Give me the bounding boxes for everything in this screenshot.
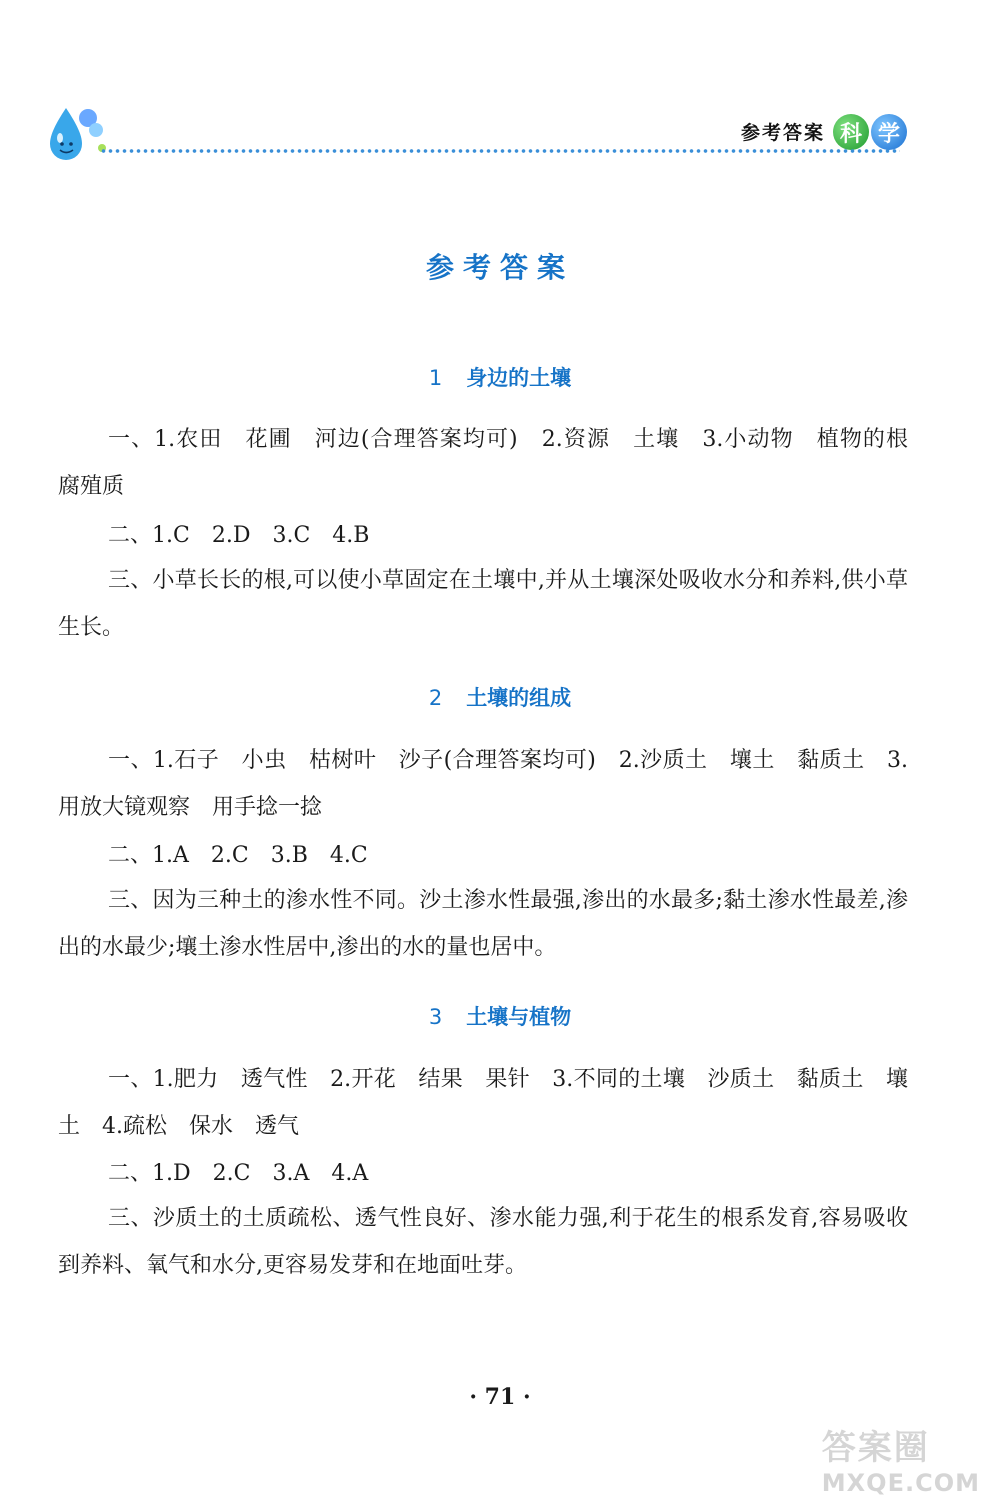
section-number: 1 xyxy=(428,366,443,390)
subject-badge-xue: 学 xyxy=(871,114,907,150)
answer-paragraph: 三、因为三种土的渗水性不同。沙土渗水性最强,渗出的水最多;黏土渗水性最差,渗出的水最少;壤土渗水性居中,渗出的水的量也居中。 xyxy=(58,888,908,960)
section-heading-1 xyxy=(0,362,1000,392)
section-title: 身边的土壤 xyxy=(466,366,572,390)
subject-badge-ke: 科 xyxy=(833,114,869,150)
answer-paragraph: 一、1.农田 花圃 河边(合理答案均可) 2.资源 土壤 3.小动物 植物的根 腐殖质 xyxy=(58,427,931,499)
page-title: 参考答案 xyxy=(425,251,574,284)
section-title: 土壤与植物 xyxy=(466,1005,572,1029)
site-watermark xyxy=(822,1420,980,1497)
watermark-url: MXQE.COM xyxy=(821,1469,980,1497)
page-header xyxy=(0,0,1000,170)
page-number: · 71 · xyxy=(469,1384,531,1410)
answer-paragraph: 一、1.肥力 透气性 2.开花 结果 果针 3.不同的土壤 沙质土 黏质土 壤土 4.疏松 保水 透气 xyxy=(58,1067,908,1139)
section-number: 2 xyxy=(428,686,443,710)
subject-badges xyxy=(833,114,907,150)
section-heading-2 xyxy=(0,682,1000,712)
section-title: 土壤的组成 xyxy=(466,686,572,710)
answer-paragraph: 二、1.C 2.D 3.C 4.B xyxy=(108,523,370,548)
answer-paragraph: 二、1.D 2.C 3.A 4.A xyxy=(108,1161,369,1186)
answer-paragraph: 二、1.A 2.C 3.B 4.C xyxy=(108,843,368,868)
watermark-logo-text: 答案圈 xyxy=(821,1428,930,1468)
section-number: 3 xyxy=(428,1005,443,1029)
header-divider xyxy=(100,148,900,154)
answer-paragraph: 三、沙质土的土质疏松、透气性良好、渗水能力强,利于花生的根系发育,容易吸收到养料、氧气和水分,更容易发芽和在地面吐芽。 xyxy=(58,1206,908,1278)
section-heading-3 xyxy=(0,1001,1000,1031)
answer-paragraph: 一、1.石子 小虫 枯树叶 沙子(合理答案均可) 2.沙质土 壤土 黏质土 3.用放大镜观察 用手捻一捻 xyxy=(58,748,908,820)
answer-paragraph: 三、小草长长的根,可以使小草固定在土壤中,并从土壤深处吸收水分和养料,供小草生长。 xyxy=(58,568,908,640)
header-title: 参考答案 xyxy=(740,122,825,144)
